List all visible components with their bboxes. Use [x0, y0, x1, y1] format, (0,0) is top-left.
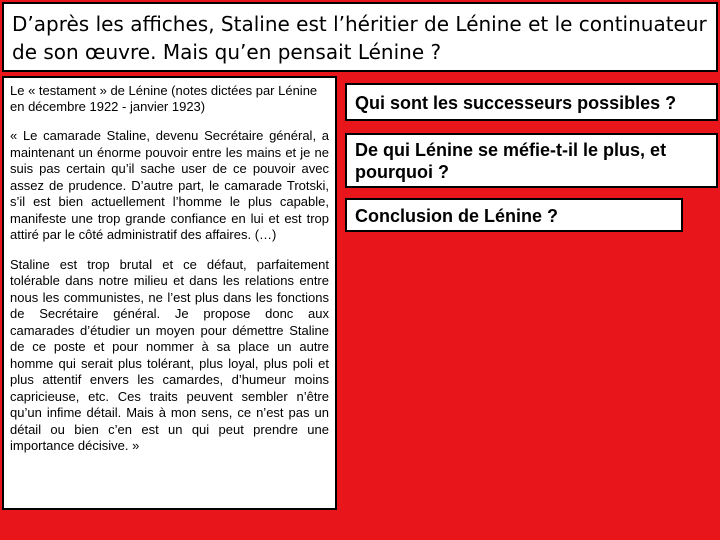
quote-paragraph-2: Staline est trop brutal et ce défaut, parfaitement tolérable dans notre milieu et dans les relations entre nous les communistes, ne l’est plus dans les fonctions de Secrétaire général. Je propose donc aux camarades d’étudier un moyen pour démettre Staline de ce poste et pour nommer à sa place un autre homme qui serait plus tolérant, plus loyal, plus poli et plus attentif envers les camardes, d’humeur moins capricieuse, etc. Ces traits peuvent sembler n’être qu’un infime détail. Mais à mon sens, ce n’est pas un détail ou bien c’en est un qui peut prendre une importance décisive. »	[10, 256, 329, 453]
question-box-conclusion: Conclusion de Lénine ?	[345, 198, 683, 232]
page-title: D’après les affiches, Staline est l’héritier de Lénine et le continuateur de son œuvre. Mais qu’en pensait Lénine ?	[2, 2, 718, 72]
quote-source-header: Le « testament » de Lénine (notes dictées par Lénine en décembre 1922 - janvier 1923)	[10, 83, 318, 114]
question-box-distrust: De qui Lénine se méfie-t-il le plus, et pourquoi ?	[345, 133, 718, 188]
quote-paragraph-1: « Le camarade Staline, devenu Secrétaire général, a maintenant un énorme pouvoir entre les mains et je ne suis pas certain qu’il sache user de ce pouvoir avec assez de prudence. D’autre part, le camarade Trotski, s’il est bien actuellement l’homme le plus capable, manifeste une trop grande confiance en lui et est trop attiré par le côté administratif des affaires. (…)	[10, 128, 329, 242]
quote-panel	[2, 76, 337, 510]
question-box-successors: Qui sont les successeurs possibles ?	[345, 83, 718, 121]
